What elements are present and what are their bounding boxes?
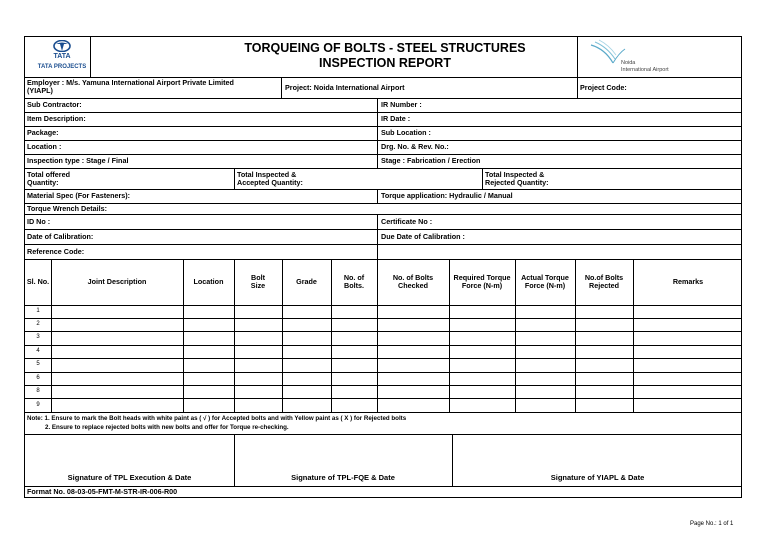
employer-label-line1: Employer : M/s. Yamuna International Airport Private Limited	[27, 78, 234, 87]
table-row-5-sl: 5	[36, 361, 40, 367]
col-header-location: Location	[193, 276, 224, 286]
col-header-bolts-checked: No. of Bolts Checked	[392, 272, 434, 290]
reference-code-label: Reference Code:	[27, 247, 85, 256]
col-header-remarks: Remarks	[672, 276, 704, 286]
total-accepted-label-1: Total Inspected &	[237, 170, 297, 179]
stage-label: Stage : Fabrication / Erection	[381, 156, 481, 165]
location-label: Location :	[27, 142, 62, 151]
total-accepted-label-2: Accepted Quantity:	[237, 178, 303, 187]
format-number: Format No. 08-03-05-FMT-M-STR-IR-006-R00	[27, 487, 178, 496]
table-row-4-sl: 4	[36, 348, 40, 354]
page-number: Page No.: 1 of 1	[690, 521, 734, 527]
col-header-required-torque: Required Torque Force (N-m)	[453, 272, 511, 290]
torque-application-label: Torque application: Hydraulic / Manual	[381, 191, 513, 200]
table-row-7-sl: 8	[36, 388, 40, 394]
signature-tpl-execution: Signature of TPL Execution & Date	[67, 473, 192, 482]
project-code-label: Project Code:	[580, 83, 627, 92]
col-header-no-of-bolts: No. of Bolts.	[343, 272, 365, 290]
col-header-actual-torque: Actual Torque Force (N-m)	[521, 272, 569, 290]
col-header-sl-no: Sl. No.	[26, 276, 50, 286]
total-offered-label-2: Quantity:	[27, 178, 59, 187]
tata-logo	[31, 40, 93, 76]
tata-emblem-icon	[53, 40, 71, 52]
inspection-type-label: Inspection type : Stage / Final	[27, 156, 129, 165]
table-row-1-sl: 1	[36, 308, 40, 314]
col-header-bolt-size: Bolt Size	[250, 272, 266, 290]
package-label: Package:	[27, 128, 59, 137]
col-header-bolts-rejected: No.of Bolts Rejected	[584, 272, 624, 290]
tata-projects-text: TATA PROJECTS	[37, 64, 87, 70]
signature-tpl-fqe: Signature of TPL-FQE & Date	[291, 473, 395, 482]
ir-number-label: IR Number :	[381, 100, 422, 109]
certificate-no-label: Certificate No :	[381, 217, 433, 226]
employer-label-line2: (YIAPL)	[27, 86, 53, 95]
item-description-label: Item Description:	[27, 114, 86, 123]
material-spec-label: Material Spec (For Fasteners):	[27, 191, 131, 200]
total-rejected-label-2: Rejected Quantity:	[485, 178, 549, 187]
total-offered-label-1: Total offered	[27, 170, 70, 179]
col-header-joint-description: Joint Description	[87, 276, 147, 286]
table-row-3-sl: 3	[36, 334, 40, 340]
inspection-report-form	[24, 36, 742, 498]
note-line-1: Note: 1. Ensure to mark the Bolt heads with white paint as ( √ ) for Accepted bolts and with Yellow paint as ( X ) for Rejected bolts	[27, 415, 407, 422]
table-row-8-sl: 9	[36, 402, 40, 408]
table-row-6-sl: 6	[36, 375, 40, 381]
report-title-line1: TORQUEING OF BOLTS - STEEL STRUCTURES	[244, 41, 526, 55]
tata-name: TATA	[53, 53, 71, 60]
ir-date-label: IR Date :	[381, 114, 411, 123]
report-title-line2: INSPECTION REPORT	[319, 56, 451, 70]
project-label: Project: Noida International Airport	[285, 83, 405, 92]
id-no-label: ID No :	[27, 217, 51, 226]
drg-no-label: Drg. No. & Rev. No.:	[381, 142, 449, 151]
noida-text-line1: Noida	[621, 60, 636, 66]
table-row-2-sl: 2	[36, 321, 40, 327]
sub-location-label: Sub Location :	[381, 128, 431, 137]
signature-yiapl: Signature of YIAPL & Date	[550, 473, 645, 482]
noida-airport-logo	[583, 39, 733, 75]
date-calibration-label: Date of Calibration:	[27, 232, 94, 241]
due-date-calibration-label: Due Date of Calibration :	[381, 232, 465, 241]
noida-text-line2: International Airport	[621, 67, 669, 73]
total-rejected-label-1: Total Inspected &	[485, 170, 545, 179]
torque-wrench-label: Torque Wrench Details:	[27, 204, 108, 213]
col-header-grade: Grade	[296, 276, 317, 286]
note-line-2: 2. Ensure to replace rejected bolts with new bolts and offer for Torque re-checking.	[45, 424, 289, 431]
sub-contractor-label: Sub Contractor:	[27, 100, 82, 109]
